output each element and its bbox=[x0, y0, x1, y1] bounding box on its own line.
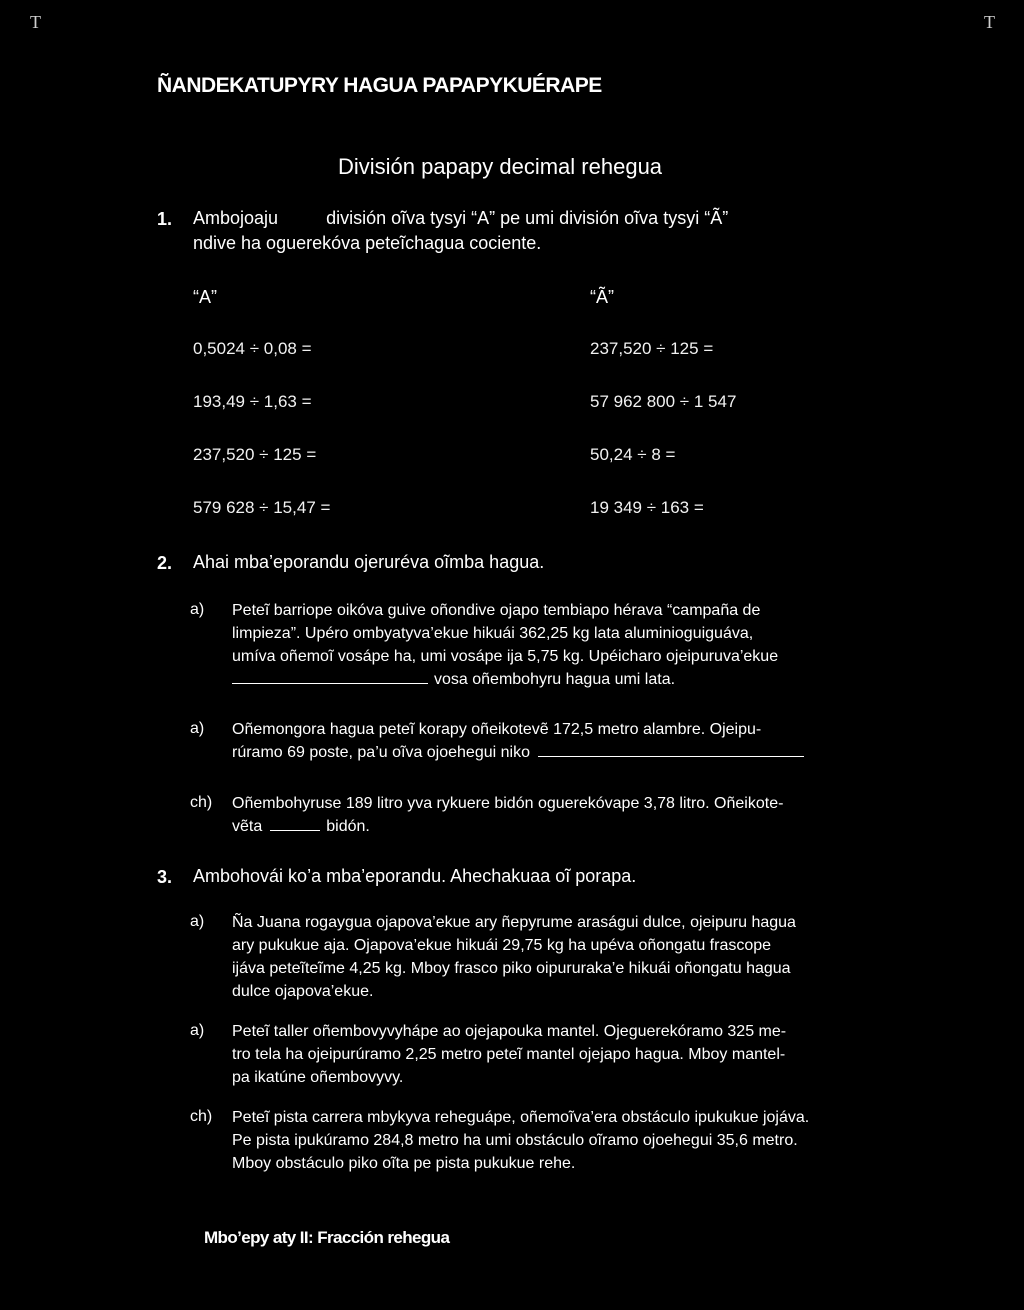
column-a-item-2: 193,49 ÷ 1,63 = bbox=[193, 392, 312, 411]
question-3-text: Ambohovái ko’a mba’eporandu. Ahechakuaa oĩ porapa. bbox=[193, 866, 637, 886]
column-a-item-4: 579 628 ÷ 15,47 = bbox=[193, 498, 331, 517]
section-title: División papapy decimal rehegua bbox=[337, 154, 663, 179]
q3-item-3-line-2: Pe pista ipukúramo 284,8 metro ha umi obstáculo oĩramo ojoehegui 35,6 metro. bbox=[232, 1132, 798, 1149]
answer-blank[interactable] bbox=[270, 815, 320, 831]
q3-item-1-line-1: Ña Juana rogaygua ojapova’ekue ary ñepyrume araságui dulce, ojeipuru hagua bbox=[232, 914, 796, 931]
q2-item-3-line-2: vẽta bbox=[232, 818, 263, 835]
q2-item-2-line-1: Oñemongora hagua peteĩ korapy oñeikotevẽ 172,5 metro alambre. Ojeipu- bbox=[232, 721, 762, 738]
q3-item-2-line-2: tro tela ha ojeipurúramo 2,25 metro peteĩ mantel ojejapo hagua. Mboy mantel- bbox=[232, 1046, 786, 1063]
q3-item-1-line-2: ary pukukue aja. Ojapova’ekue hikuái 29,75 kg ha upéva oñongatu frascope bbox=[232, 937, 772, 954]
answer-blank[interactable] bbox=[232, 668, 428, 684]
column-b-item-4: 19 349 ÷ 163 = bbox=[590, 498, 704, 517]
column-b-item-1: 237,520 ÷ 125 = bbox=[590, 339, 714, 358]
q3-item-1-text bbox=[232, 911, 872, 1003]
q3-item-3-line-3: Mboy obstáculo piko oĩta pe pista pukukue rehe. bbox=[232, 1155, 576, 1172]
question-1-text bbox=[193, 206, 893, 256]
q2-item-2-text bbox=[232, 718, 872, 764]
crop-mark-right: T bbox=[984, 12, 995, 32]
q3-item-3-text bbox=[232, 1106, 872, 1175]
q2-item-1-line-1: Peteĩ barriope oikóva guive oñondive ojapo tembiapo hérava “campaña de bbox=[232, 602, 761, 619]
q2-item-1-label: a) bbox=[190, 601, 205, 618]
question-2-number: 2. bbox=[157, 553, 173, 573]
column-b-item-2: 57 962 800 ÷ 1 547 bbox=[590, 392, 737, 411]
q2-item-1-line-4: vosa oñembohyru hagua umi lata. bbox=[434, 671, 676, 688]
q2-item-1-line-2: limpieza”. Upéro ombyatyva’ekue hikuái 362,25 kg lata aluminioguiguáva, bbox=[232, 625, 754, 642]
q2-item-3-line-1: Oñembohyruse 189 litro yva rykuere bidón oguerekóvape 3,78 litro. Oñeikote- bbox=[232, 795, 784, 812]
question-2-text: Ahai mba’eporandu ojeruréva oĩmba hagua. bbox=[193, 552, 545, 572]
crop-mark-left: T bbox=[30, 12, 41, 32]
q2-item-3-label: ch) bbox=[190, 794, 213, 811]
column-b-label: “Ã” bbox=[590, 287, 614, 307]
q3-item-2-text bbox=[232, 1020, 872, 1089]
q3-item-3-line-1: Peteĩ pista carrera mbykyva reheguápe, oñemoĩva’era obstáculo ipukukue jojáva. bbox=[232, 1109, 810, 1126]
q3-item-1-line-4: dulce ojapova’ekue. bbox=[232, 983, 374, 1000]
column-a-label: “A” bbox=[193, 287, 217, 307]
column-a-item-1: 0,5024 ÷ 0,08 = bbox=[193, 339, 312, 358]
q3-item-1-line-3: ijáva peteĩteĩme 4,25 kg. Mboy frasco piko oipururaka’e hikuái oñongatu hagua bbox=[232, 960, 791, 977]
q2-item-2-label: a) bbox=[190, 720, 205, 737]
q2-item-3-text bbox=[232, 792, 872, 838]
footer-unit-title: Mbo’epy aty II: Fracción rehegua bbox=[204, 1228, 450, 1247]
answer-blank[interactable] bbox=[538, 741, 804, 757]
column-a-item-3: 237,520 ÷ 125 = bbox=[193, 445, 317, 464]
question-1-number: 1. bbox=[157, 209, 173, 229]
q2-item-1-text bbox=[232, 599, 872, 691]
question-1-text-line2: ndive ha oguerekóva peteĩchagua cociente. bbox=[193, 233, 542, 253]
q3-item-1-label: a) bbox=[190, 913, 205, 930]
page-heading: ÑANDEKATUPYRY HAGUA PAPAPYKUÉRAPE bbox=[157, 74, 602, 97]
question-1-text-part1: Ambojoaju bbox=[193, 208, 279, 228]
question-3-number: 3. bbox=[157, 867, 173, 887]
q2-item-2-line-2: rúramo 69 poste, pa’u oĩva ojoehegui niko bbox=[232, 744, 530, 761]
q3-item-2-label: a) bbox=[190, 1022, 205, 1039]
q2-item-3-line-2b: bidón. bbox=[326, 818, 370, 835]
question-1-text-part2: división oĩva tysyi “A” pe umi división oĩva tysyi “Ã” bbox=[326, 208, 729, 228]
q2-item-1-line-3: umíva oñemoĩ vosápe ha, umi vosápe ija 5,75 kg. Upéicharo ojeipuruva’ekue bbox=[232, 648, 779, 665]
column-b-item-3: 50,24 ÷ 8 = bbox=[590, 445, 676, 464]
q3-item-2-line-3: pa ikatúne oñembovyvy. bbox=[232, 1069, 404, 1086]
q3-item-2-line-1: Peteĩ taller oñembovyvyhápe ao ojejapouka mantel. Ojeguerekóramo 325 me- bbox=[232, 1023, 787, 1040]
q3-item-3-label: ch) bbox=[190, 1108, 213, 1125]
